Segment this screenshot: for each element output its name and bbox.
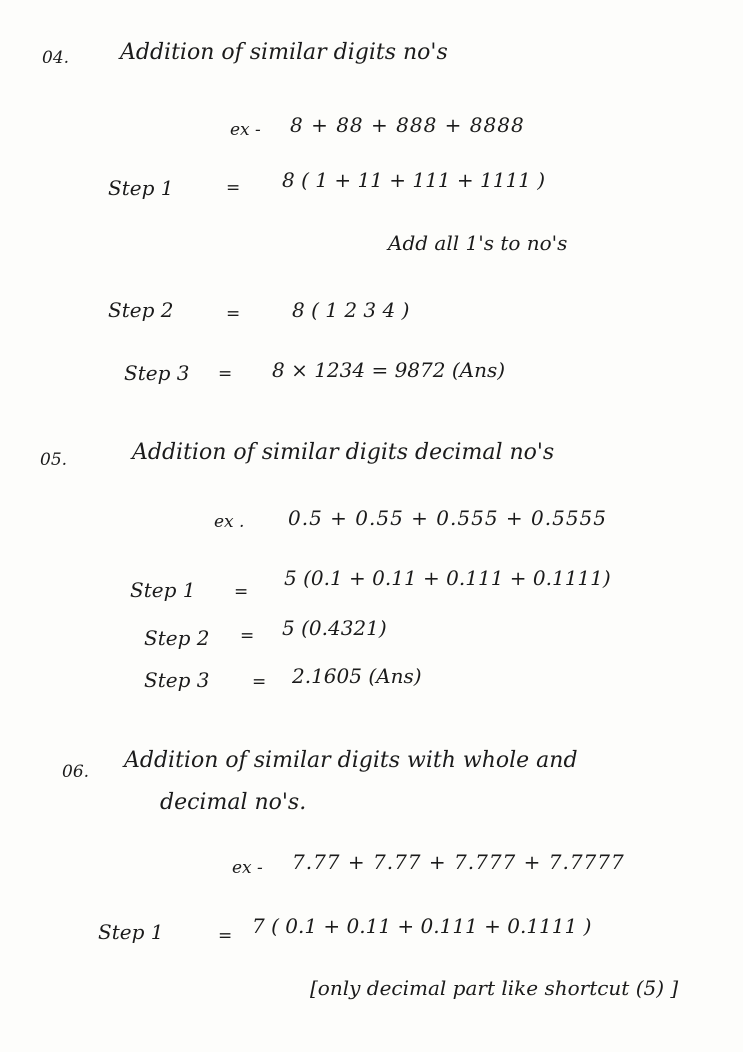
step-label-05-1: Step 1: [130, 578, 196, 602]
example-label-06: ex -: [232, 858, 263, 878]
example-label-05: ex .: [214, 512, 245, 532]
example-label-04: ex -: [230, 120, 261, 140]
step-label-04-3: Step 3: [124, 361, 190, 385]
note-04: Add all 1's to no's: [388, 231, 568, 255]
step-sep-06-1: =: [218, 926, 233, 946]
example-05: 0.5 + 0.55 + 0.555 + 0.5555: [288, 506, 607, 530]
step-expr-05-3: 2.1605 (Ans): [292, 664, 422, 688]
step-label-04-2: Step 2: [108, 298, 174, 322]
step-label-05-2: Step 2: [144, 626, 210, 650]
step-label-06-1: Step 1: [98, 920, 164, 944]
step-sep-05-1: =: [234, 582, 249, 602]
step-expr-05-2: 5 (0.4321): [282, 616, 387, 640]
section-number-06: 06.: [62, 762, 90, 782]
step-sep-04-3: =: [218, 364, 233, 384]
section-title-06-line1: Addition of similar digits with whole and: [124, 748, 578, 773]
step-expr-04-1: 8 ( 1 + 11 + 111 + 1111 ): [282, 168, 546, 192]
note-06: [only decimal part like shortcut (5) ]: [310, 976, 679, 1000]
section-title-04: Addition of similar digits no's: [120, 40, 448, 65]
example-04: 8 + 88 + 888 + 8888: [290, 113, 525, 137]
section-title-05: Addition of similar digits decimal no's: [132, 440, 555, 465]
section-number-04: 04.: [42, 48, 70, 68]
step-expr-04-2: 8 ( 1 2 3 4 ): [292, 298, 410, 322]
step-sep-05-2: =: [240, 626, 255, 646]
step-expr-04-3: 8 × 1234 = 9872 (Ans): [272, 358, 506, 382]
section-number-05: 05.: [40, 450, 68, 470]
example-06: 7.77 + 7.77 + 7.777 + 7.7777: [292, 850, 625, 874]
step-expr-06-1: 7 ( 0.1 + 0.11 + 0.111 + 0.1111 ): [252, 914, 592, 938]
step-label-05-3: Step 3: [144, 668, 210, 692]
step-sep-05-3: =: [252, 672, 267, 692]
section-title-06-line2: decimal no's.: [160, 790, 307, 815]
step-label-04-1: Step 1: [108, 176, 174, 200]
step-expr-05-1: 5 (0.1 + 0.11 + 0.111 + 0.1111): [284, 566, 611, 590]
step-sep-04-2: =: [226, 304, 241, 324]
step-sep-04-1: =: [226, 178, 241, 198]
